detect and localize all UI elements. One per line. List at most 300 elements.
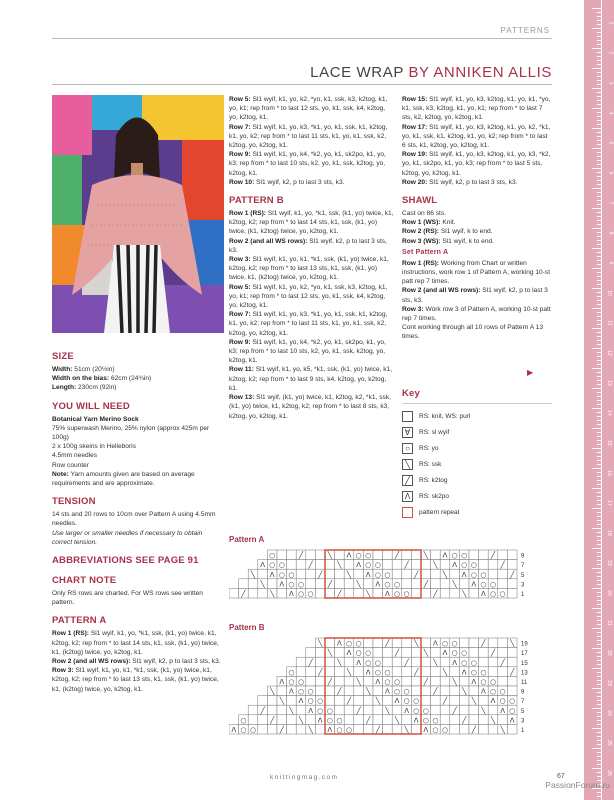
ruler-tick xyxy=(597,140,602,141)
pa-row-label: Row 3: xyxy=(52,667,74,675)
chart-cell xyxy=(258,715,268,725)
chart-cell xyxy=(479,648,489,658)
shawl-row-label: Row 2 (and all WS rows): xyxy=(402,287,481,295)
ruler-tick xyxy=(592,428,602,429)
row-counter: Row counter xyxy=(52,461,90,469)
ruler-tick xyxy=(592,768,602,769)
chart-symbol: ○ xyxy=(355,649,362,658)
chart-symbol: ○ xyxy=(432,726,439,734)
chart-symbol: Λ xyxy=(385,590,390,598)
chart-symbol: ○ xyxy=(451,551,458,560)
chart-symbol: ○ xyxy=(249,726,257,734)
ruler-tick xyxy=(597,700,602,701)
chart-symbol: ╱ xyxy=(414,668,419,677)
pb-row-label: Row 7: xyxy=(229,311,251,319)
chart-symbol: ○ xyxy=(288,570,295,579)
chart-cell xyxy=(306,550,316,560)
chart-symbol: ○ xyxy=(240,716,247,725)
chart-symbol: ╲ xyxy=(462,687,467,696)
chart-symbol: ╲ xyxy=(394,716,400,725)
chart-cell xyxy=(479,550,489,560)
chart-symbol: Λ xyxy=(327,726,333,734)
ruler-number: 16 xyxy=(606,470,613,476)
needles: 4.5mm needles xyxy=(52,452,98,460)
pa-row-label: Row 1 (RS): xyxy=(52,630,89,638)
chart-symbol: ○ xyxy=(345,726,353,734)
chart-row-number: 19 xyxy=(521,641,528,648)
chart-cell xyxy=(335,696,345,706)
ruler-tick xyxy=(597,72,602,73)
right-column xyxy=(402,95,552,342)
chart-symbol: Λ xyxy=(481,687,486,696)
ruler-tick xyxy=(592,88,602,89)
chart-cell xyxy=(363,705,373,715)
chart-cell xyxy=(335,667,345,677)
pa-row-text: Sl1 wyif, k2, p to last 3 sts, k3. xyxy=(256,178,345,186)
title-byline: BY ANNIKEN ALLIS xyxy=(408,64,552,81)
chart-symbol: Λ xyxy=(442,551,448,560)
chart-cell xyxy=(469,550,479,560)
chart-cell xyxy=(498,569,508,579)
ruler-tick xyxy=(597,776,602,777)
chart-cell xyxy=(354,696,364,706)
chart-symbol: Λ xyxy=(433,639,438,648)
chart-symbol: ╱ xyxy=(279,726,284,734)
chart-cell xyxy=(229,588,239,598)
chart-cell xyxy=(498,715,508,725)
chart-symbol: ╱ xyxy=(327,580,332,589)
ruler-tick xyxy=(597,232,602,233)
ruler-number: 10 xyxy=(606,290,613,296)
chart-cell xyxy=(421,560,431,570)
chart-cell xyxy=(354,715,364,725)
ruler-tick xyxy=(597,244,602,245)
chart-cell xyxy=(440,560,450,570)
ruler-tick xyxy=(597,660,602,661)
chart-cell xyxy=(267,724,277,734)
chart-symbol: ╱ xyxy=(298,551,304,560)
chart-symbol: ╲ xyxy=(270,687,275,696)
chart-symbol: ○ xyxy=(403,697,410,706)
chart-symbol: Λ xyxy=(289,687,294,696)
chart-symbol: ○ xyxy=(499,590,506,598)
chart-row-number: 9 xyxy=(521,689,525,696)
chart-cell xyxy=(248,588,258,598)
chart-note-heading: CHART NOTE xyxy=(52,575,117,587)
chart-symbol: Λ xyxy=(394,697,400,706)
chart-cell xyxy=(363,676,373,686)
chart-cell xyxy=(296,569,306,579)
ruler-tick xyxy=(597,196,602,197)
chart-cell xyxy=(411,550,421,560)
chart-symbol: ○ xyxy=(451,639,458,648)
chart-cell xyxy=(507,686,517,696)
chart-symbol: ╱ xyxy=(337,590,342,598)
chart-symbol: ╲ xyxy=(442,570,448,579)
chart-symbol: Λ xyxy=(346,551,352,560)
size-heading: SIZE xyxy=(52,351,74,362)
chart-row-number: 1 xyxy=(521,728,525,734)
ruler-number: 8 xyxy=(607,231,614,235)
chart-cell xyxy=(258,569,268,579)
ruler-tick xyxy=(597,272,602,273)
ruler-number: 13 xyxy=(606,380,613,386)
chart-cell xyxy=(431,696,441,706)
chart-cell xyxy=(411,676,421,686)
chart-symbol: ○ xyxy=(470,561,477,570)
chart-cell xyxy=(479,724,489,734)
chart-cell xyxy=(488,560,498,570)
chart-symbol: ○ xyxy=(297,678,305,686)
chart-cell xyxy=(383,715,393,725)
ruler-number: 14 xyxy=(606,410,613,416)
key-item xyxy=(402,504,552,520)
ruler-tick xyxy=(592,408,602,409)
ruler-tick xyxy=(592,188,602,189)
chart-a xyxy=(229,548,549,608)
chart-row-number: 3 xyxy=(521,718,525,725)
chart-cell xyxy=(258,724,268,734)
ruler-tick xyxy=(592,648,602,649)
chart-cell xyxy=(315,724,325,734)
chart-symbol: Λ xyxy=(471,678,477,686)
chart-cell xyxy=(459,696,469,706)
chart-cell xyxy=(315,676,325,686)
chart-cell xyxy=(507,579,517,589)
ruler-number: 9 xyxy=(607,261,614,265)
ruler-tick xyxy=(592,368,602,369)
ruler-tick xyxy=(597,92,602,93)
ruler-tick xyxy=(597,424,602,425)
chart-cell xyxy=(325,588,335,598)
chart-b xyxy=(229,636,549,748)
chart-symbol: ○ xyxy=(240,726,247,734)
chart-cell xyxy=(488,724,498,734)
ruler-tick xyxy=(597,464,602,465)
ruler-tick xyxy=(592,748,602,749)
chart-symbol: ○ xyxy=(461,649,468,658)
ruler-tick xyxy=(597,704,602,705)
chart-cell xyxy=(411,657,421,667)
chart-symbol: Λ xyxy=(471,580,477,589)
pb-row-label: Row 9: xyxy=(229,338,251,346)
chart-cell xyxy=(344,579,354,589)
ruler-number: 12 xyxy=(606,350,613,356)
pb-row-label: Row 15: xyxy=(402,96,428,103)
chart-symbol: Λ xyxy=(269,570,275,579)
ruler-tick xyxy=(597,96,602,97)
ruler-tick xyxy=(597,12,602,13)
ruler-tick xyxy=(597,380,602,381)
ruler-tick xyxy=(597,484,602,485)
chart-cell xyxy=(431,579,441,589)
chart-symbol: ╱ xyxy=(404,561,409,570)
chart-cell xyxy=(287,715,297,725)
chart-symbol: ╲ xyxy=(414,639,419,648)
chart-symbol: ○ xyxy=(326,706,333,715)
ruler-tick xyxy=(597,540,602,541)
chart-symbol: ╱ xyxy=(404,658,409,667)
chart-cell xyxy=(287,724,297,734)
chart-cell xyxy=(421,667,431,677)
chart-symbol: ╲ xyxy=(289,706,294,715)
ruler-tick xyxy=(592,28,602,29)
ruler-tick xyxy=(592,208,602,209)
chart-symbol: ○ xyxy=(307,590,314,598)
chart-cell xyxy=(469,638,479,648)
ruler-tick xyxy=(592,608,602,609)
chart-symbol: ╱ xyxy=(385,639,390,648)
pb-row-label: Row 17: xyxy=(402,123,428,131)
set-pattern-a-heading: Set Pattern A xyxy=(402,248,449,256)
ruler-tick xyxy=(597,640,602,641)
chart-symbol: ╲ xyxy=(366,687,371,696)
ruler-tick xyxy=(597,236,602,237)
chart-cell xyxy=(488,569,498,579)
chart-symbol: ○ xyxy=(384,580,391,589)
ruler-tick xyxy=(597,60,602,61)
slip-icon: ∀ xyxy=(402,427,413,438)
ruler-tick xyxy=(597,544,602,545)
chart-cell xyxy=(431,569,441,579)
chart-cell xyxy=(383,648,393,658)
ruler-tick xyxy=(597,200,602,201)
chart-symbol: Λ xyxy=(356,658,361,667)
shawl-row-text: Knit. xyxy=(442,219,456,227)
chart-symbol: ○ xyxy=(480,678,487,686)
chart-cell xyxy=(507,657,517,667)
chart-cell xyxy=(392,705,402,715)
ruler-tick xyxy=(592,128,602,129)
chart-cell xyxy=(507,588,517,598)
chart-cell xyxy=(277,686,287,696)
chart-symbol: ○ xyxy=(393,580,401,589)
pb-row-text: Sl1 wyif, k1, yo, k1, *k1, ssk, (k1, yo) twice, k1, k2tog, k2; rep from * to last 13 sts, k1, ssk, (k1, yo) twice, k1, (k2tog) twice, yo, k2tog, k1. xyxy=(229,256,389,282)
pa-row-label: Row 2 (and all WS rows): xyxy=(52,658,131,666)
ruler-tick xyxy=(592,248,602,249)
ruler-tick xyxy=(597,536,602,537)
ruler-tick xyxy=(597,144,602,145)
chart-cell xyxy=(507,648,517,658)
chart-symbol: ╲ xyxy=(337,561,342,570)
chart-cell xyxy=(315,588,325,598)
chart-cell xyxy=(402,715,412,725)
chart-cell xyxy=(421,657,431,667)
chart-b-title: Pattern B xyxy=(229,623,265,632)
chart-symbol: ╲ xyxy=(346,668,352,677)
chart-symbol: ○ xyxy=(384,570,391,579)
chart-symbol: ╲ xyxy=(462,590,467,598)
chart-symbol: ╱ xyxy=(308,658,313,667)
chart-symbol: ○ xyxy=(278,570,285,579)
chart-cell xyxy=(498,638,508,648)
chart-cell xyxy=(373,715,383,725)
chart-cell xyxy=(306,648,316,658)
chart-cell xyxy=(421,696,431,706)
chart-cell xyxy=(459,579,469,589)
chart-cell xyxy=(363,724,373,734)
ruler-tick xyxy=(597,360,602,361)
shawl-row-label: Row 3: xyxy=(402,305,424,313)
ruler-tick xyxy=(592,548,602,549)
chart-symbol: ○ xyxy=(374,570,381,579)
ruler-tick xyxy=(597,404,602,405)
ruler-tick xyxy=(597,572,602,573)
chart-cell xyxy=(335,550,345,560)
title-rule xyxy=(52,84,552,85)
chart-cell xyxy=(325,560,335,570)
chart-symbol: ╲ xyxy=(279,697,284,706)
ruler-tick xyxy=(597,560,602,561)
chart-cell xyxy=(344,715,354,725)
chart-symbol: Λ xyxy=(413,716,419,725)
chart-symbol: ○ xyxy=(297,580,305,589)
chart-cell xyxy=(507,676,517,686)
ruler-tick xyxy=(597,736,602,737)
ruler-tick xyxy=(597,604,602,605)
key-label: RS: ssk xyxy=(419,460,442,468)
ruler-tick xyxy=(597,504,602,505)
pa-row-text: Sl1 wyif, k1, yo, k3, *k1, yo, k1, ssk, k1, k2tog, k1, yo, k2; rep from * to last 11 sts, k1, yo, k1, ssk, k2, k2tog, yo, k2tog, k1. xyxy=(229,123,388,150)
chart-cell xyxy=(440,579,450,589)
chart-symbol: ○ xyxy=(288,668,295,677)
chart-symbol: ╱ xyxy=(366,716,371,725)
ruler-tick xyxy=(597,216,602,217)
chart-cell xyxy=(402,569,412,579)
chart-symbol: Λ xyxy=(346,649,352,658)
chart-symbol: ○ xyxy=(384,678,391,686)
chart-symbol: ╱ xyxy=(337,687,342,696)
chart-symbol: ○ xyxy=(422,706,429,715)
chart-cell xyxy=(392,667,402,677)
pb-row-text: Sl1 wyif, k1, yo, *k1, ssk, (k1, yo) twice, k1, k2tog, k2; rep from * to last 14 sts, k1, ssk, (k1, yo) twice, (k1, k2tog) twice, yo, k2tog, k1. xyxy=(229,210,394,236)
chart-cell xyxy=(248,715,258,725)
shawl-row-label: Row 3 (WS): xyxy=(402,237,441,245)
chart-symbol: ○ xyxy=(345,639,353,648)
pa-row-label: Row 5: xyxy=(229,96,251,103)
chart-symbol: ╱ xyxy=(356,706,361,715)
pb-row-label: Row 3: xyxy=(229,256,251,264)
chart-symbol: ╲ xyxy=(433,561,438,570)
shawl-row-label: Row 1 (RS): xyxy=(402,259,439,267)
chart-symbol: ╱ xyxy=(442,697,448,706)
chart-symbol: ○ xyxy=(489,580,497,589)
ruler-number: 19 xyxy=(606,560,613,566)
chart-cell xyxy=(344,686,354,696)
pattern-b-heading: PATTERN B xyxy=(229,195,284,207)
chart-cell xyxy=(258,696,268,706)
chart-symbol: ╲ xyxy=(442,668,448,677)
ruler-tick xyxy=(597,684,602,685)
chart-symbol: ○ xyxy=(288,580,295,589)
ruler-tick xyxy=(597,204,602,205)
chart-symbol: ○ xyxy=(384,668,391,677)
ruler-tick xyxy=(592,8,602,9)
ruler-tick xyxy=(597,336,602,337)
pb-row-text: Sl1 wyif, k2, p to last 3 sts, k3. xyxy=(229,237,387,254)
chart-cell xyxy=(296,667,306,677)
ruler-tick xyxy=(597,312,602,313)
chart-symbol: ╱ xyxy=(510,570,515,579)
chart-symbol: Λ xyxy=(375,678,381,686)
yarn-fibre: 75% superwash Merino, 25% nylon (approx 425m per 100g) xyxy=(52,424,210,442)
ruler-number: 5 xyxy=(607,141,614,145)
chart-cell xyxy=(402,579,412,589)
chart-cell xyxy=(344,560,354,570)
key-label: RS: sl wyif xyxy=(419,428,450,436)
ruler-tick xyxy=(597,724,602,725)
ruler-tick xyxy=(597,132,602,133)
chart-cell xyxy=(335,705,345,715)
ruler-tick xyxy=(597,384,602,385)
ruler-tick xyxy=(597,676,602,677)
pb-row-label: Row 19: xyxy=(402,151,428,159)
chart-cell xyxy=(507,560,517,570)
chart-cell xyxy=(469,715,479,725)
ruler-tick xyxy=(597,612,602,613)
ruler-tick xyxy=(597,164,602,165)
chart-cell xyxy=(498,648,508,658)
key-item xyxy=(402,456,552,472)
ruler-number: 17 xyxy=(606,500,613,506)
shawl-heading: SHAWL xyxy=(402,195,438,207)
ruler-tick xyxy=(597,56,602,57)
ruler-tick xyxy=(597,744,602,745)
ruler-tick xyxy=(597,496,602,497)
chart-symbol: ╲ xyxy=(490,716,496,725)
title-main: LACE WRAP xyxy=(310,64,404,81)
chart-cell xyxy=(325,638,335,648)
chart-symbol: ○ xyxy=(499,697,506,706)
ruler-number: 23 xyxy=(606,680,613,686)
chart-symbol: Λ xyxy=(289,590,294,598)
key-label: RS: yo xyxy=(419,444,439,452)
ruler-tick xyxy=(592,688,602,689)
key-label: RS: sk2po xyxy=(419,492,449,500)
ruler-tick xyxy=(597,680,602,681)
ruler-tick xyxy=(597,264,602,265)
pb-row-text: Sl1 wyif, k1, yo, k3, k2tog, k1, yo, k1, *yo, k1, ssk, k3, k2tog, k1, yo, k1; rep from * to last 7 sts, k2, k2tog, yo, k2tog, k1. xyxy=(402,96,551,122)
pb-row-label: Row 1 (RS): xyxy=(229,210,266,218)
chart-cell xyxy=(363,579,373,589)
ruler-tick xyxy=(597,624,602,625)
chart-symbol: ○ xyxy=(461,658,468,667)
ruler-tick xyxy=(597,24,602,25)
ruler-tick xyxy=(597,452,602,453)
chart-cell xyxy=(373,550,383,560)
chart-row-number: 13 xyxy=(521,670,528,677)
chart-symbol: ╲ xyxy=(298,716,304,725)
chart-cell xyxy=(392,560,402,570)
key-item xyxy=(402,488,552,504)
chart-cell xyxy=(488,657,498,667)
ruler-tick xyxy=(597,332,602,333)
pa-row-text: Sl1 wyif, k1, yo, k4, *k2, yo, k1, sk2po, k1, yo, k3; rep from * to last 10 sts, k2, yo, k1, ssk, k2tog, yo, k2tog, k1. xyxy=(229,151,386,177)
yarn-name: Botanical Yarn Merino Sock xyxy=(52,415,139,423)
chart-cell xyxy=(411,648,421,658)
chart-cell xyxy=(296,705,306,715)
ruler-tick xyxy=(597,596,602,597)
ruler-number: 21 xyxy=(606,620,613,626)
chart-cell xyxy=(344,705,354,715)
chart-symbol: ╲ xyxy=(356,678,361,686)
chart-cell xyxy=(354,569,364,579)
ruler-number: 22 xyxy=(606,650,613,656)
chart-symbol: Λ xyxy=(260,561,265,570)
chart-cell xyxy=(479,560,489,570)
ruler-number: 18 xyxy=(606,530,613,536)
ruler-tick xyxy=(597,80,602,81)
